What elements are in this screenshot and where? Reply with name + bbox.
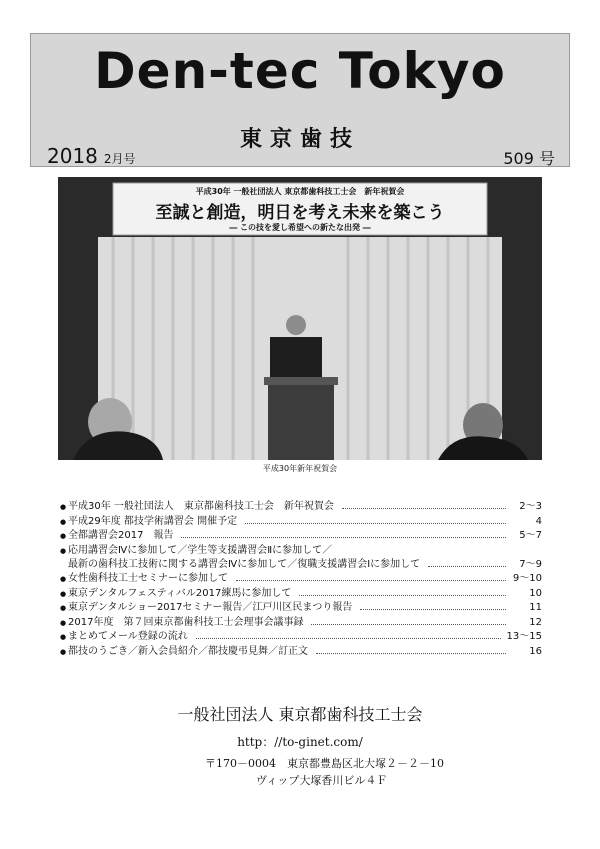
toc-entry-page: 10: [529, 587, 542, 599]
magazine-title: Den-tec Tokyo: [94, 42, 506, 100]
issue-date: [47, 144, 136, 168]
toc-entry-title: 東京デンタルフェスティバル2017練馬に参加して: [68, 587, 292, 599]
toc-leader-dots: [196, 638, 501, 639]
toc-bullet-icon: ●: [60, 633, 67, 642]
toc-bullet-icon: ●: [60, 503, 67, 511]
cover-photo: [58, 177, 542, 460]
toc-entry-title: 平成29年度 都技学術講習会 開催予定: [68, 515, 238, 527]
toc-entry-page: 16: [529, 645, 542, 657]
toc-entry-title: 東京デンタルショー2017セミナー報告／江戸川区民まつり報告: [68, 602, 353, 614]
toc-leader-dots: [236, 580, 506, 581]
toc-bullet-icon: ●: [60, 532, 67, 541]
toc-entry-page: 7～9: [519, 559, 542, 571]
toc-entry: [60, 587, 542, 602]
toc-entry: [60, 544, 542, 559]
toc-bullet-icon: ●: [60, 589, 67, 598]
banner-main-text: 至誠と創造，明日を考え未来を築こう: [155, 203, 445, 223]
toc-bullet-icon: ●: [60, 574, 67, 583]
toc-bullet-icon: ●: [60, 517, 67, 526]
toc-bullet-icon: ●: [60, 546, 67, 555]
toc-entry-title: 2017年度 第７回東京都歯科技工士会理事会議事録: [68, 616, 304, 628]
table-of-contents: [60, 500, 542, 660]
toc-entry-title: 全都講習会2017 報告: [68, 530, 174, 542]
banner-sub-text: ― この技を愛し希望への新たな出発 ―: [229, 223, 371, 232]
toc-bullet-icon: ●: [60, 604, 67, 613]
publisher-address-line1: 〒170－0004 東京都豊島区北大塚２－２－10: [205, 757, 444, 770]
toc-bullet-icon: ●: [60, 647, 67, 656]
toc-entry-page: 11: [529, 602, 542, 614]
toc-entry-title: 平成30年 一般社団法人 東京都歯科技工士会 新年祝賀会: [68, 501, 334, 512]
toc-leader-dots: [360, 609, 506, 610]
toc-entry-title: 応用講習会Ⅳに参加して／学生等支援講習会Ⅱに参加して／: [68, 544, 333, 556]
publisher-address-line2: ヴィップ大塚香川ビル４Ｆ: [256, 774, 388, 787]
toc-entry-title: 女性歯科技工士セミナーに参加して: [68, 572, 228, 584]
toc-entry-page: 12: [529, 616, 542, 628]
toc-entry: [60, 645, 542, 660]
toc-entry-title: 最新の歯科技工技術に関する講習会Ⅳに参加して／復職支援講習会Ⅰに参加して: [68, 559, 421, 571]
toc-entry-page: 9～10: [512, 572, 542, 584]
toc-entry: [60, 515, 542, 530]
toc-entry-page: 13～15: [506, 631, 542, 643]
toc-entry: [60, 601, 542, 616]
toc-entry: [60, 616, 542, 631]
toc-entry-page: 4: [535, 515, 542, 527]
toc-leader-dots: [342, 508, 506, 509]
banner-top-text: 平成30年 一般社団法人 東京都歯科技工士会 新年祝賀会: [195, 187, 405, 196]
publisher-name: 一般社団法人 東京都歯科技工士会: [177, 705, 423, 724]
toc-entry: [60, 630, 542, 645]
toc-leader-dots: [299, 595, 506, 596]
issue-year: 2018: [47, 144, 98, 168]
photo-caption: 平成30年新年祝賀会: [262, 464, 338, 473]
toc-entry: [60, 572, 542, 587]
publisher-url[interactable]: http：//to-ginet.com/: [237, 735, 363, 749]
toc-entry: [60, 500, 542, 515]
magazine-subtitle: 東京歯技: [239, 126, 360, 152]
toc-entry: [60, 529, 542, 544]
toc-bullet-icon: ●: [60, 618, 67, 627]
toc-entry: [60, 558, 542, 572]
masthead: [30, 33, 570, 167]
issue-month: 2月号: [103, 152, 136, 166]
toc-entry-page: 2～3: [519, 501, 542, 512]
toc-leader-dots: [428, 566, 506, 567]
issue-number: 509 号: [503, 149, 555, 168]
toc-leader-dots: [311, 624, 506, 625]
toc-entry-title: まとめてメール登録の流れ: [68, 631, 188, 643]
toc-entry-title: 都技のうごき／新入会員紹介／都技慶弔見舞／訂正文: [68, 645, 308, 657]
toc-leader-dots: [316, 653, 506, 654]
toc-leader-dots: [245, 523, 506, 524]
toc-leader-dots: [181, 537, 506, 538]
toc-entry-page: 5～7: [519, 530, 542, 542]
